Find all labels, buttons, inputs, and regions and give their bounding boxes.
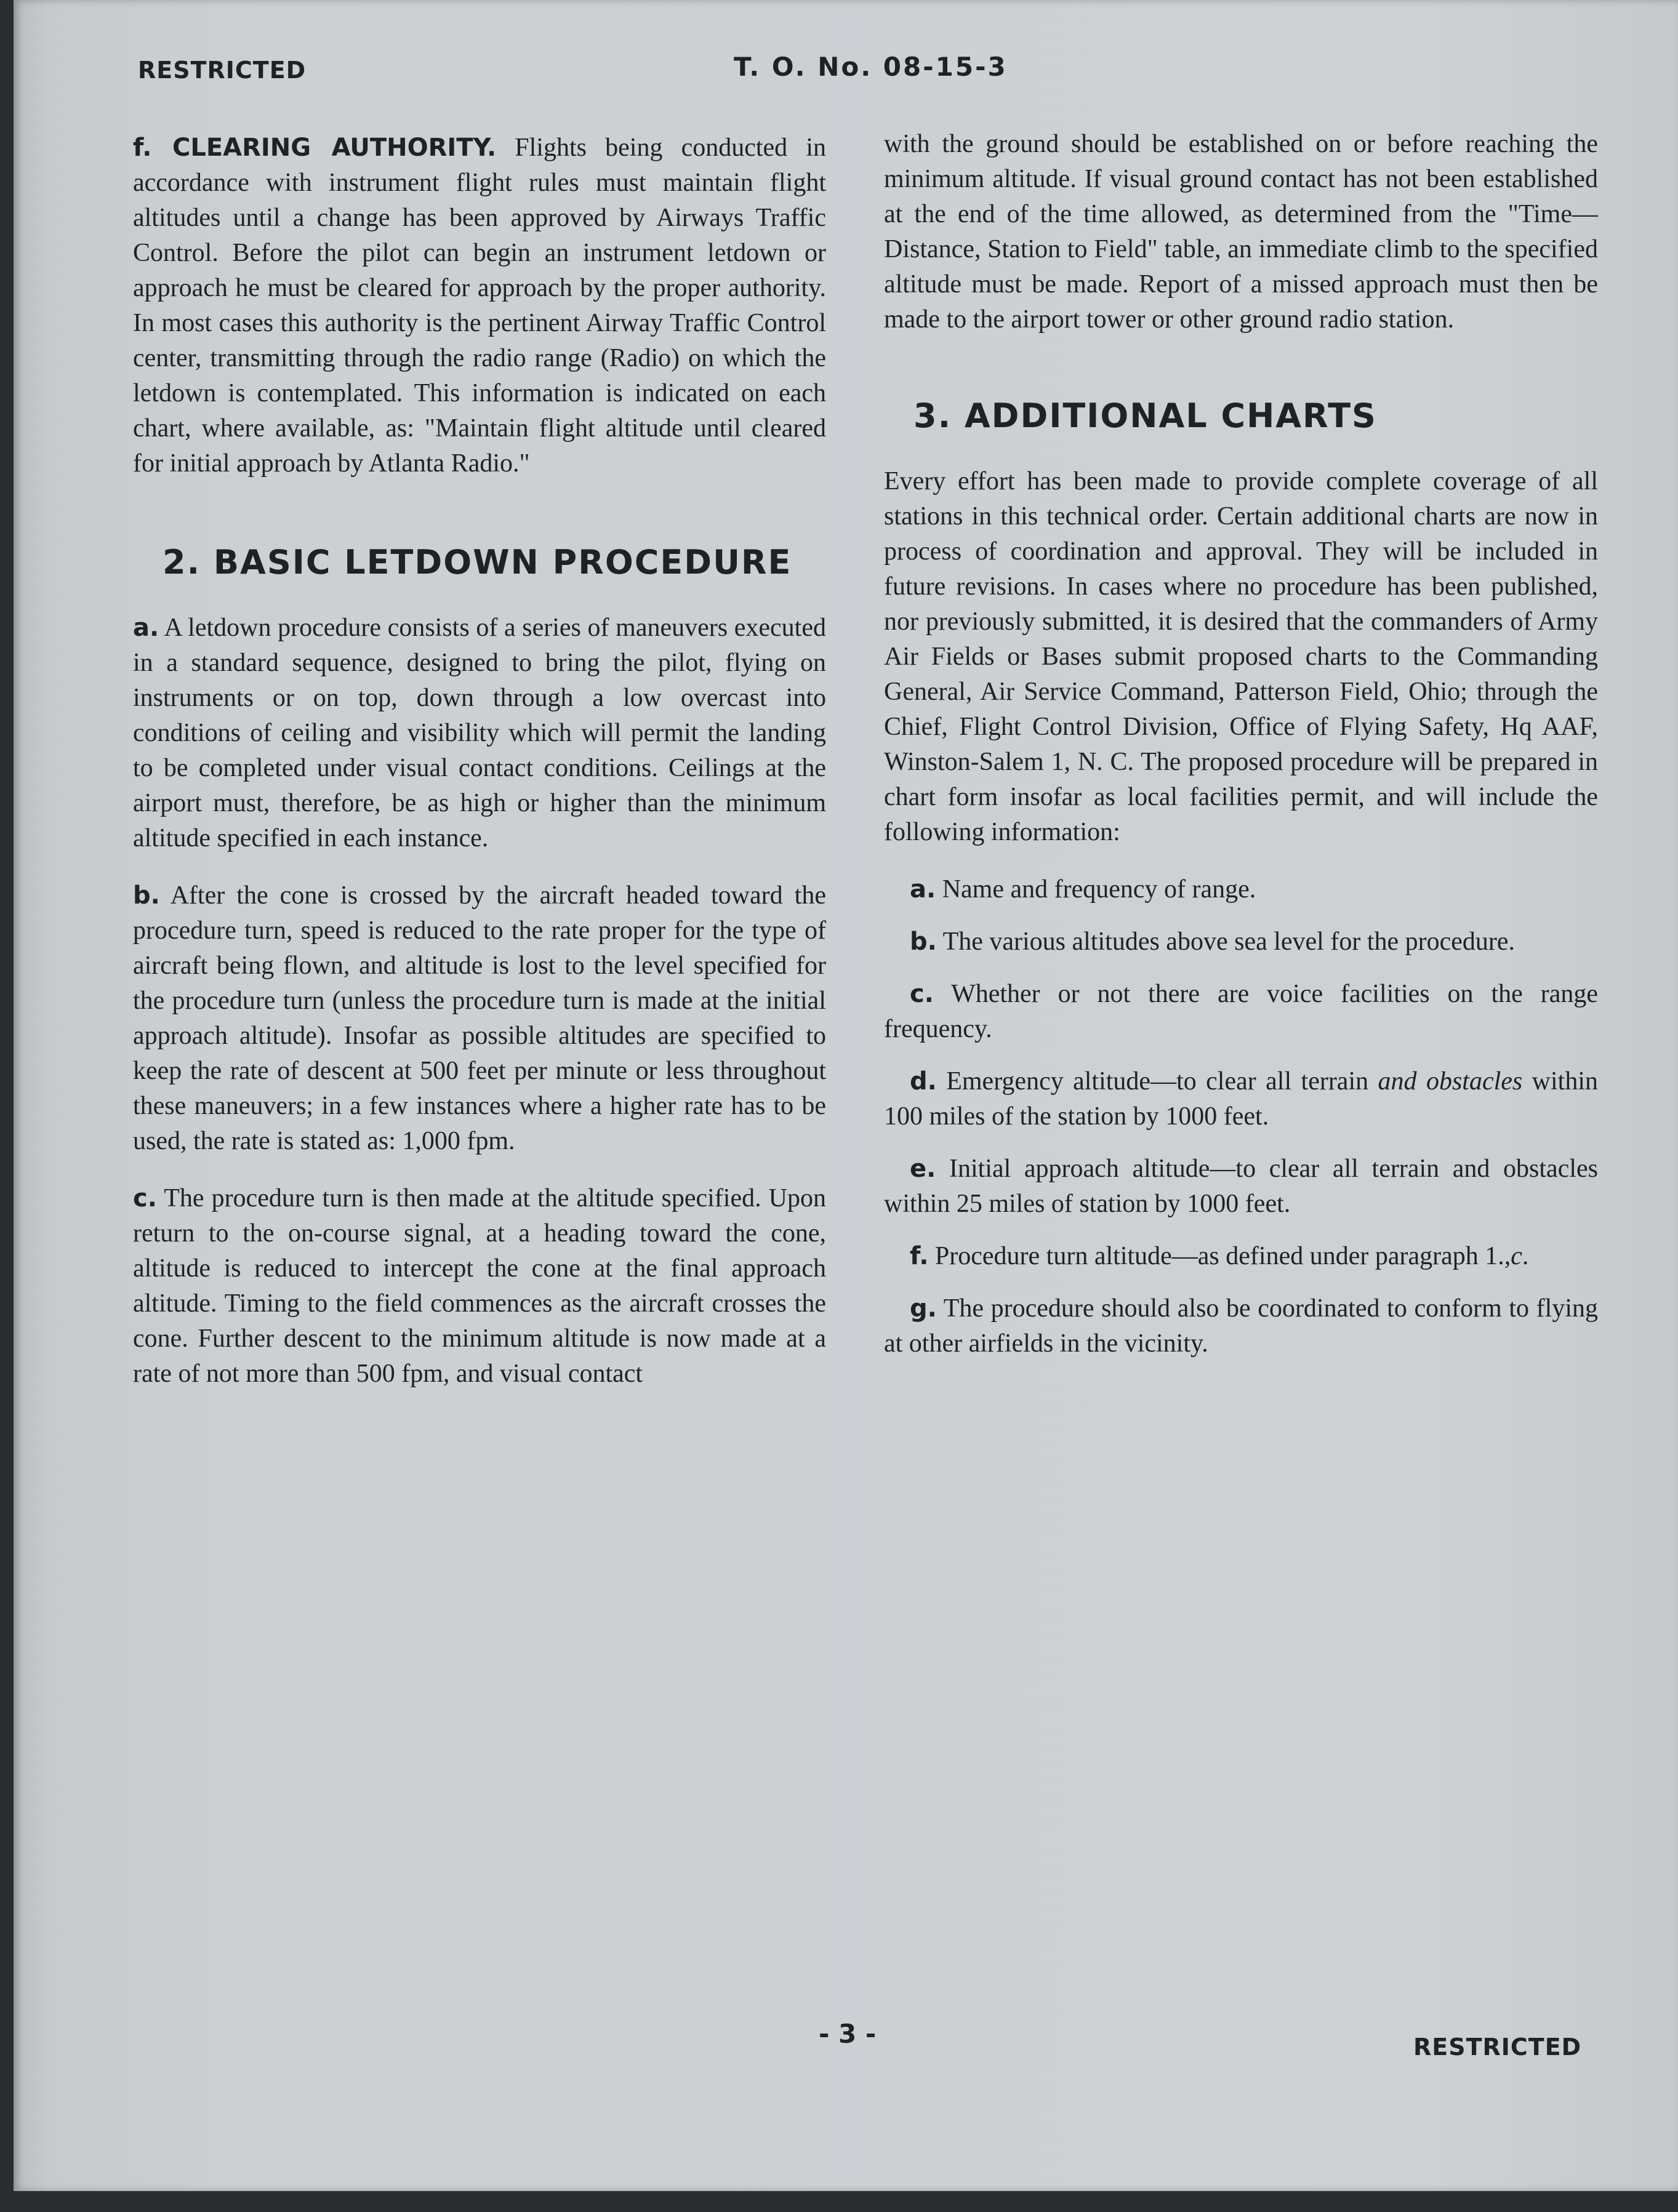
list-item-label: c. (910, 980, 934, 1008)
page-number: - 3 - (819, 2019, 877, 2049)
right-column (884, 127, 1598, 1379)
section-heading-additional-charts: 3. ADDITIONAL CHARTS (913, 396, 1377, 435)
paragraph-b-cone (133, 878, 826, 1159)
list-item-label: a. (910, 875, 936, 904)
list-item-label: e. (910, 1155, 936, 1183)
list-item-text: Name and frequency of range. (936, 875, 1256, 904)
section-heading-basic-letdown: 2. BASIC LETDOWN PROCEDURE (163, 543, 792, 582)
paragraph-c-procedure-turn (133, 1181, 826, 1392)
list-item-text: The procedure should also be coordinated to conform to flying at other airfields in the vicinity. (884, 1294, 1598, 1358)
paragraph-label: f. CLEARING AUTHORITY. (133, 134, 497, 162)
header-document-number: T. O. No. 08-15-3 (734, 52, 1008, 82)
list-item-a (884, 872, 1598, 907)
paragraph-text: After the cone is crossed by the aircraft headed toward the procedure turn, speed is reduced to the rate proper for the type of aircraft being flown, and altitude is lost to the level specified for the procedure turn (unless the procedure turn is made at the initial approach altitude). Insofar as possible altitudes are specified to keep the rate of descent at 500 feet per minute or less throughout these maneuvers; in a few instances where a higher rate has to be used, the rate is stated as: 1,000 fpm. (133, 881, 826, 1155)
list-item-text: Whether or not there are voice facilities on the range frequency. (884, 980, 1598, 1043)
list-item-label: g. (910, 1294, 937, 1323)
list-item-c (884, 977, 1598, 1047)
list-item-g (884, 1291, 1598, 1361)
list-item-d (884, 1064, 1598, 1134)
footer-classification: RESTRICTED (1413, 2034, 1582, 2061)
list-item-text: Initial approach altitude—to clear all terrain and obstacles within 25 miles of station by 1000 feet. (884, 1155, 1598, 1218)
list-item-e (884, 1152, 1598, 1222)
list-item-label: b. (910, 928, 937, 956)
left-column (133, 130, 826, 1414)
header-classification: RESTRICTED (138, 57, 307, 84)
paragraph-label: a. (133, 614, 159, 642)
paragraph-text: A letdown procedure consists of a series of maneuvers executed in a standard sequence, designed to bring the pilot, flying on instruments or on top, down through a low overcast into conditions of ceiling and visibility which will permit the landing to be completed under visual contact conditions. Ceilings at the airport must, therefore, be as high or higher than the minimum altitude specified in each instance. (133, 614, 826, 852)
list-item-text: Procedure turn altitude—as defined under paragraph 1., (928, 1242, 1511, 1270)
list-item-text-after: within 100 miles of the station by 1000 feet. (884, 1067, 1598, 1131)
list-item-text: The various altitudes above sea level for the procedure. (936, 928, 1515, 956)
document-page (14, 0, 1678, 2191)
list-item-italic: c (1511, 1242, 1522, 1270)
list-item-f (884, 1239, 1598, 1274)
paragraph-f-clearing-authority (133, 130, 826, 481)
paragraph-text: The procedure turn is then made at the altitude specified. Upon return to the on-course signal, at a heading toward the cone, altitude is reduced to intercept the cone at the final approach altitude. Timing to the field commences as the aircraft crosses the cone. Further descent to the minimum altitude is now made at a rate of not more than 500 fpm, and visual contact (133, 1184, 826, 1388)
paragraph-label: b. (133, 881, 160, 910)
list-item-italic: and obstacles (1378, 1067, 1523, 1096)
paragraph-text: Flights being conducted in accordance with instrument flight rules must maintain flight altitudes until a change has been approved by Airways Traffic Control. Before the pilot can begin an instrument letdown or approach he must be cleared for approach by the proper authority. In most cases this authority is the pertinent Airway Traffic Control center, transmitting through the radio range (Radio) on which the letdown is contemplated. This information is indicated on each chart, where available, as: "Maintain flight altitude until cleared for initial approach by Atlanta Radio." (133, 134, 826, 478)
paragraph-label: c. (133, 1184, 157, 1212)
list-item-label: f. (910, 1242, 929, 1270)
list-item-b (884, 924, 1598, 960)
list-item-label: d. (910, 1067, 937, 1096)
paragraph-a-letdown (133, 611, 826, 856)
list-item-text-after: . (1522, 1242, 1529, 1270)
paragraph-continuation: with the ground should be established on or before reaching the minimum altitude. If visual ground contact has not been established at the end of the time allowed, as determined from the "Time—Distance, Station to Field" table, an immediate climb to the specified altitude must be made. Report of a missed approach must then be made to the airport tower or other ground radio station. (884, 130, 1598, 334)
paragraph-additional-intro: Every effort has been made to provide complete coverage of all stations in this technical order. Certain additional charts are now in process of coordination and approval. They will be included in future revisions. In cases where no procedure has been published, nor previously submitted, it is desired that the commanders of Army Air Fields or Bases submit proposed charts to the Commanding General, Air Service Command, Patterson Field, Ohio; through the Chief, Flight Control Division, Office of Flying Safety, Hq AAF, Winston-Salem 1, N. C. The proposed procedure will be prepared in chart form insofar as local facilities permit, and will include the following information: (884, 467, 1598, 846)
list-item-text: Emergency altitude—to clear all terrain (936, 1067, 1378, 1096)
